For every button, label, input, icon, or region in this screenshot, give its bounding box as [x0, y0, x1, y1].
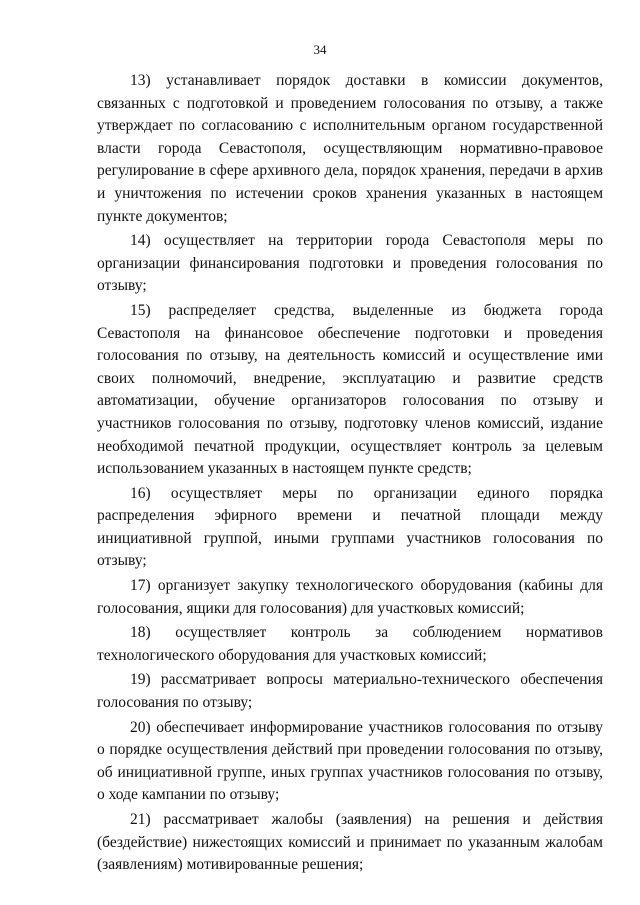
paragraph-item-21: 21) рассматривает жалобы (заявления) на решения и действия (бездействие) нижестоящих комиссий и принимает по указанным жалобам (заявлениям) мотивированные решения; [97, 811, 603, 874]
paragraph-item-13: 13) устанавливает порядок доставки в комиссии документов, связанных с подготовкой и проведением голосования по отзыву, а также утверждает по согласованию с исполнительным органом государственной власти города Севастополя, осуществляющим нормативно-правовое регулирование в сфере архивного дела, порядок хранения, передачи в архив и уничтожения по истечении сроков хранения указанных в настоящем пункте документов; [97, 72, 603, 225]
paragraph-item-15: 15) распределяет средства, выделенные из бюджета города Севастополя на финансовое обеспечение подготовки и проведения голосования по отзыву, на деятельность комиссий и осуществление ими своих полномочий, внедрение, эксплуатацию и развитие средств автоматизации, обучение организаторов голосования по отзыву и участников голосования по отзыву, подготовку членов комиссий, издание необходимой печатной продукции, осуществляет контроль за целевым использованием указанных в настоящем пункте средств; [97, 301, 603, 478]
paragraph-item-14: 14) осуществляет на территории города Севастополя меры по организации финансирования подготовки и проведения голосования по отзыву; [97, 232, 603, 295]
page-number: 34 [313, 42, 327, 57]
paragraph-item-17: 17) организует закупку технологического оборудования (кабины для голосования, ящики для голосования) для участковых комиссий; [97, 577, 603, 617]
paragraph-item-18: 18) осуществляет контроль за соблюдением нормативов технологического оборудования для участковых комиссий; [97, 624, 603, 664]
document-body [97, 70, 603, 879]
paragraph-item-19: 19) рассматривает вопросы материально-технического обеспечения голосования по отзыву; [97, 671, 603, 712]
paragraph-item-20: 20) обеспечивает информирование участников голосования по отзыву о порядке осуществления действий при проведении голосования по отзыву, об инициативной группе, иных группах участников голосования по отзыву, о ходе кампании по отзыву; [97, 718, 603, 804]
paragraph-item-16: 16) осуществляет меры по организации единого порядка распределения эфирного времени и печатной площади между инициативной группой, иными группами участников голосования по отзыву; [97, 484, 603, 570]
